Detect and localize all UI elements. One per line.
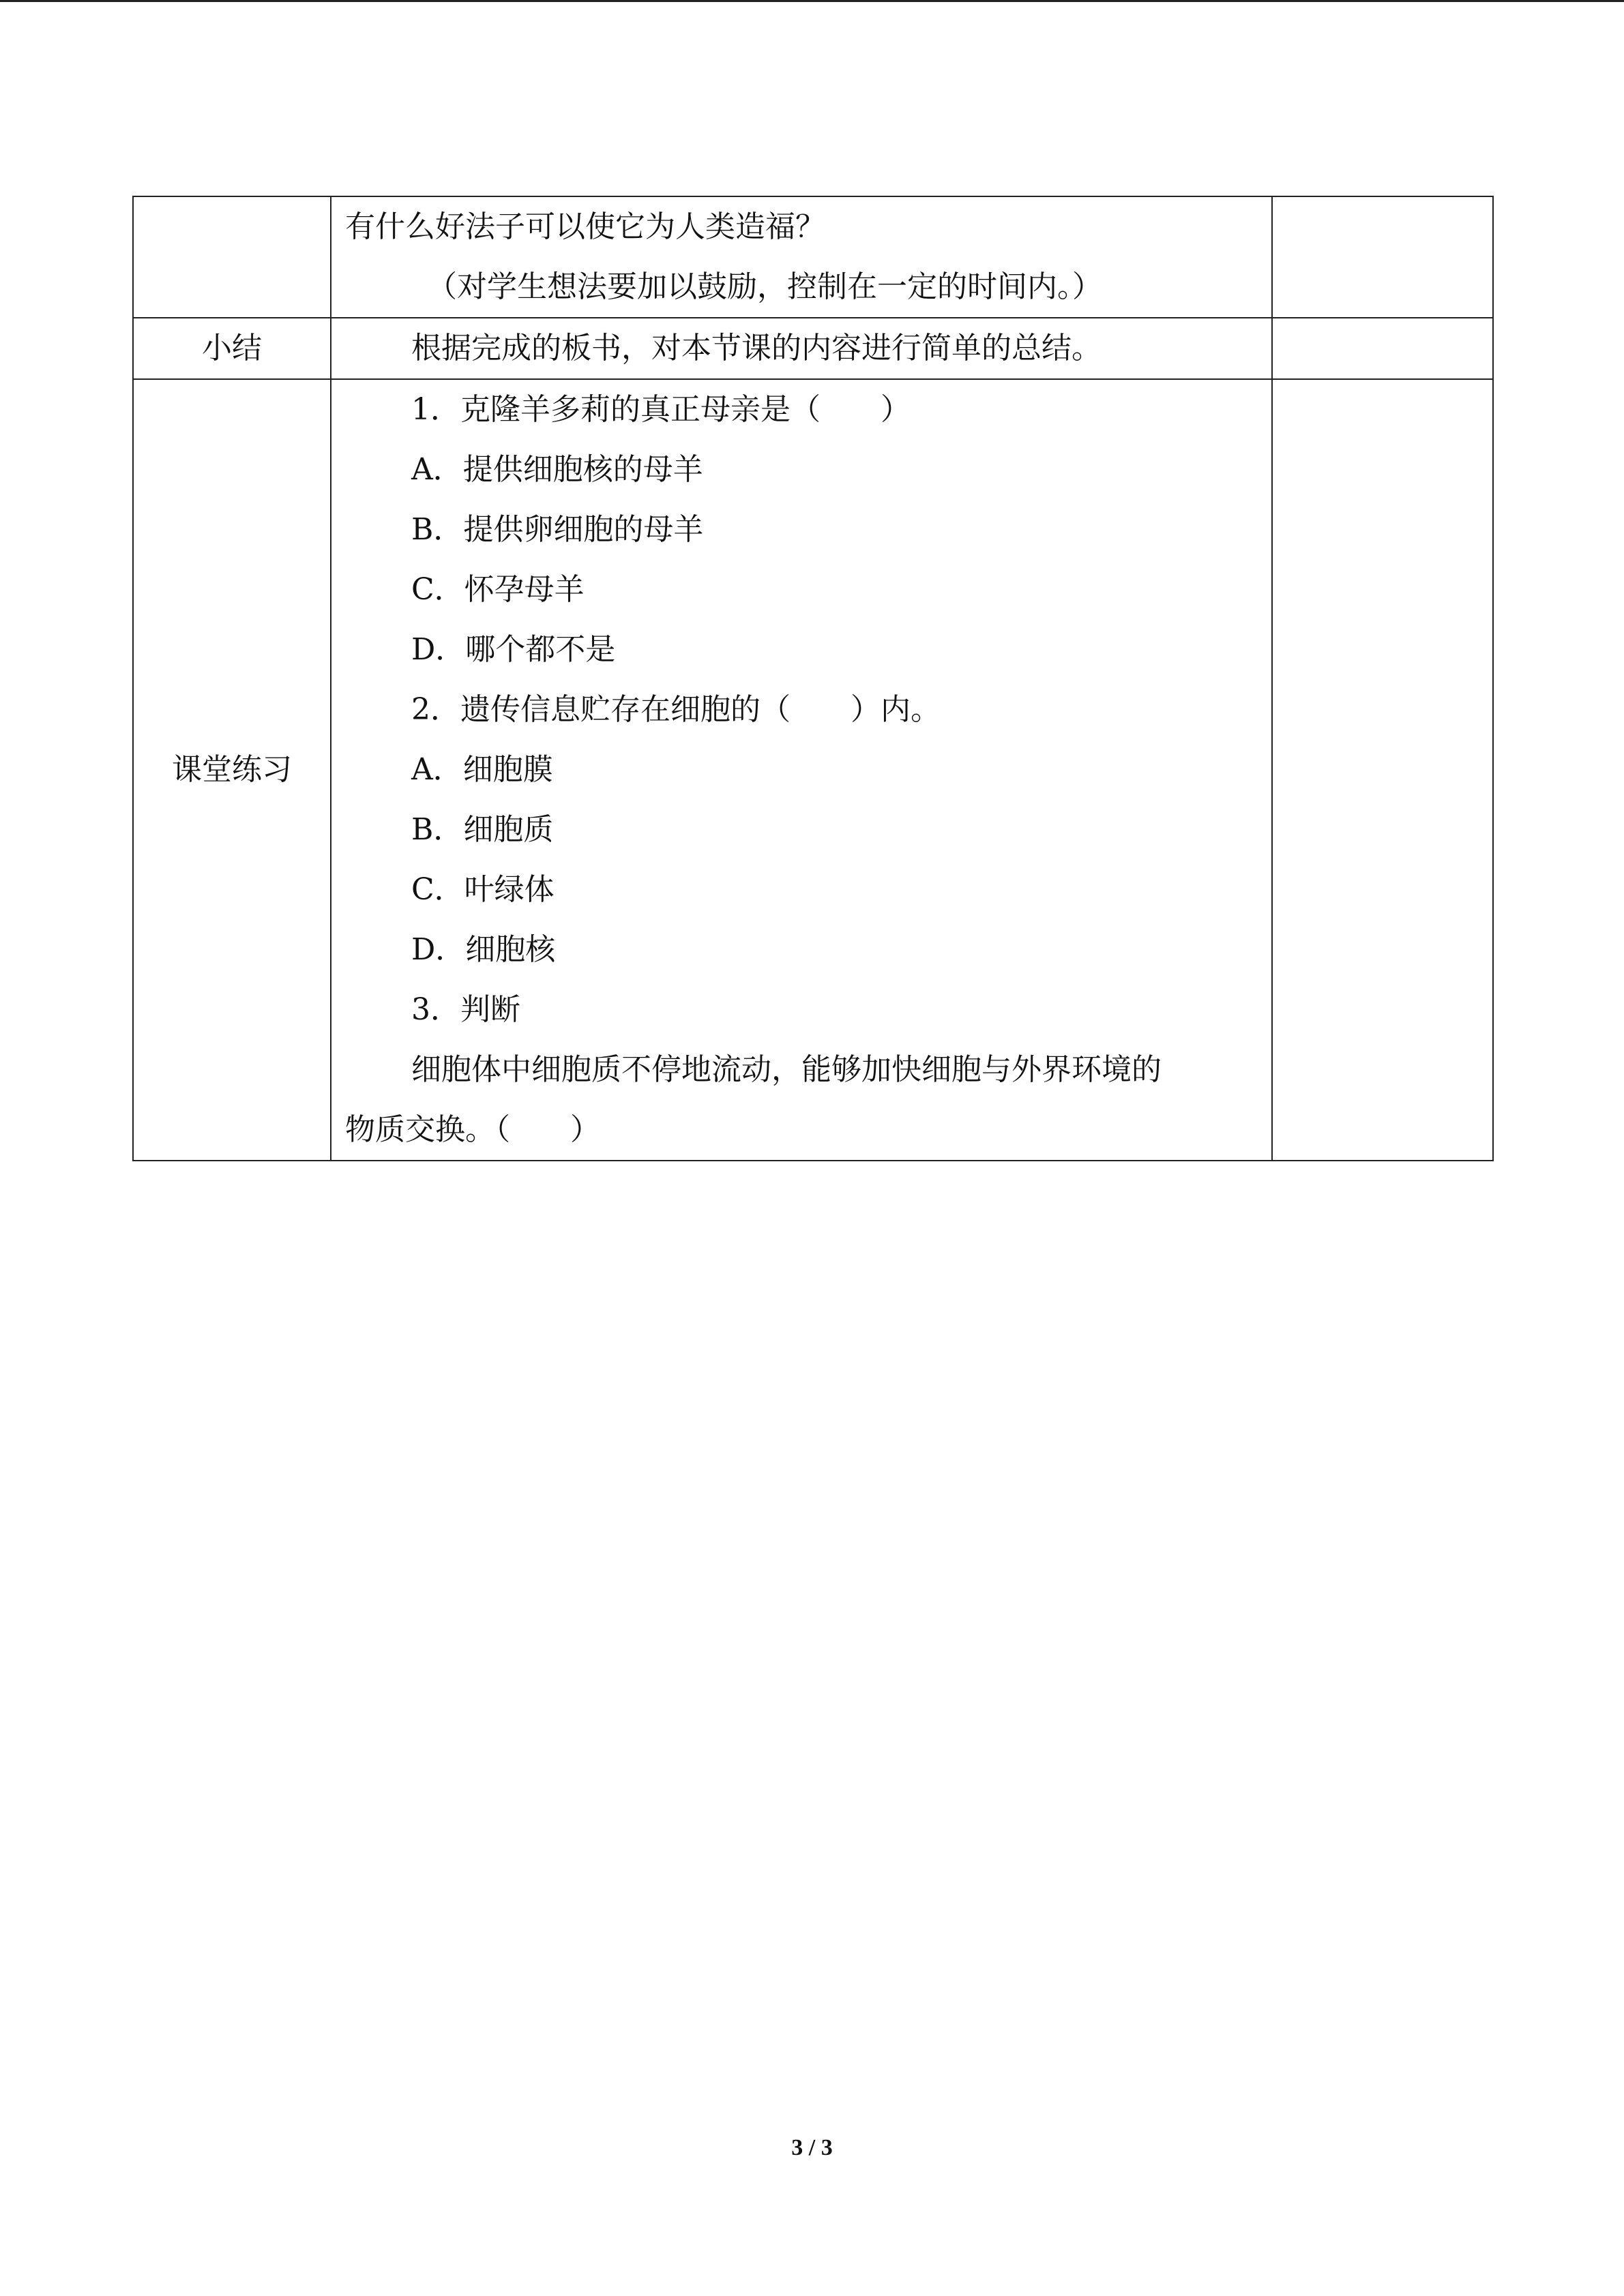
table-row-summary (133, 318, 1493, 379)
row-note-exercises (1272, 379, 1493, 1161)
row-content-summary (331, 318, 1272, 379)
row-content-discussion (331, 196, 1272, 318)
discussion-question: 有什么好法子可以使它为人类造福？ (345, 209, 825, 244)
table-row-discussion (133, 196, 1493, 318)
question-2: 2．遗传信息贮存在细胞的（ ）内。 (411, 692, 941, 727)
table-row-exercises (133, 379, 1493, 1161)
summary-text: 根据完成的板书，对本节课的内容进行简单的总结。 (411, 331, 1102, 366)
question-2-option-b: B．细胞质 (411, 812, 554, 847)
discussion-teacher-note: （对学生想法要加以鼓励，控制在一定的时间内。） (427, 269, 1102, 304)
row-content-exercises (331, 379, 1272, 1161)
question-2-option-c: C．叶绿体 (411, 872, 555, 907)
row-label-discussion (133, 196, 331, 318)
question-3-statement-end: 物质交换。（ ） (345, 1112, 600, 1147)
page-top-border (0, 0, 1624, 2)
question-2-option-a: A．细胞膜 (411, 752, 553, 787)
page-number: 3 / 3 (791, 2135, 833, 2160)
question-1-option-b: B．提供卵细胞的母羊 (411, 512, 704, 547)
row-note-summary (1272, 318, 1493, 379)
question-3: 3．判断 (411, 992, 520, 1027)
row-note-discussion (1272, 196, 1493, 318)
row-label-exercises: 课堂练习 (133, 379, 331, 1161)
question-1-option-c: C．怀孕母羊 (411, 572, 585, 607)
row-label-summary: 小结 (133, 318, 331, 379)
question-1-option-d: D．哪个都不是 (411, 632, 616, 667)
question-3-statement: 细胞体中细胞质不停地流动，能够加快细胞与外界环境的 (411, 1052, 1162, 1087)
lesson-plan-table (132, 196, 1494, 1161)
question-1-option-a: A．提供细胞核的母羊 (411, 452, 703, 487)
question-2-option-d: D．细胞核 (411, 932, 556, 967)
question-1: 1．克隆羊多莉的真正母亲是（ ） (411, 392, 911, 427)
